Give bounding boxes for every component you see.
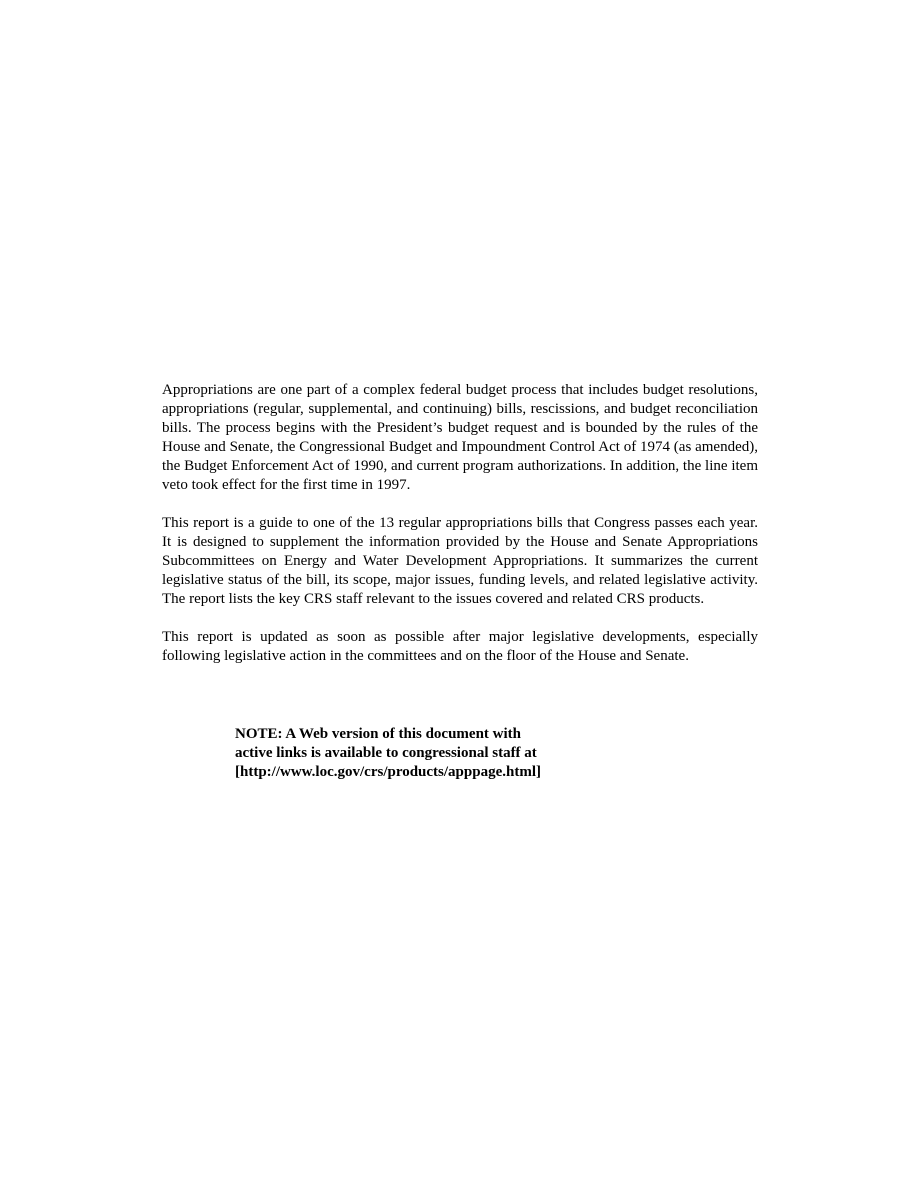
paragraph-report-guide: This report is a guide to one of the 13 regular appropriations bills that Congress passes each year. It is designed to supplement the information provided by the House and Senate Appropriations Subcommittees on Energy and Water Development Appropriations. It summarizes the current legislative status of the bill, its scope, major issues, funding levels, and related legislative activity. The report lists the key CRS staff relevant to the issues covered and related CRS products. xyxy=(162,515,758,607)
body-text xyxy=(162,381,758,685)
note-url-line: [http://www.loc.gov/crs/products/apppage.html] xyxy=(235,764,541,780)
note-line-2: active links is available to congressional staff at xyxy=(235,745,537,761)
web-version-note xyxy=(235,725,595,782)
paragraph-budget-process: Appropriations are one part of a complex federal budget process that includes budget resolutions, appropriations (regular, supplemental, and continuing) bills, rescissions, and budget reconciliation bills. The process begins with the President’s budget request and is bounded by the rules of the House and Senate, the Congressional Budget and Impoundment Control Act of 1974 (as amended), the Budget Enforcement Act of 1990, and current program authorizations. In addition, the line item veto took effect for the first time in 1997. xyxy=(162,382,758,493)
note-line-1: NOTE: A Web version of this document with xyxy=(235,726,522,742)
paragraph-update-policy: This report is updated as soon as possible after major legislative developments, especially following legislative action in the committees and on the floor of the House and Senate. xyxy=(162,629,758,664)
